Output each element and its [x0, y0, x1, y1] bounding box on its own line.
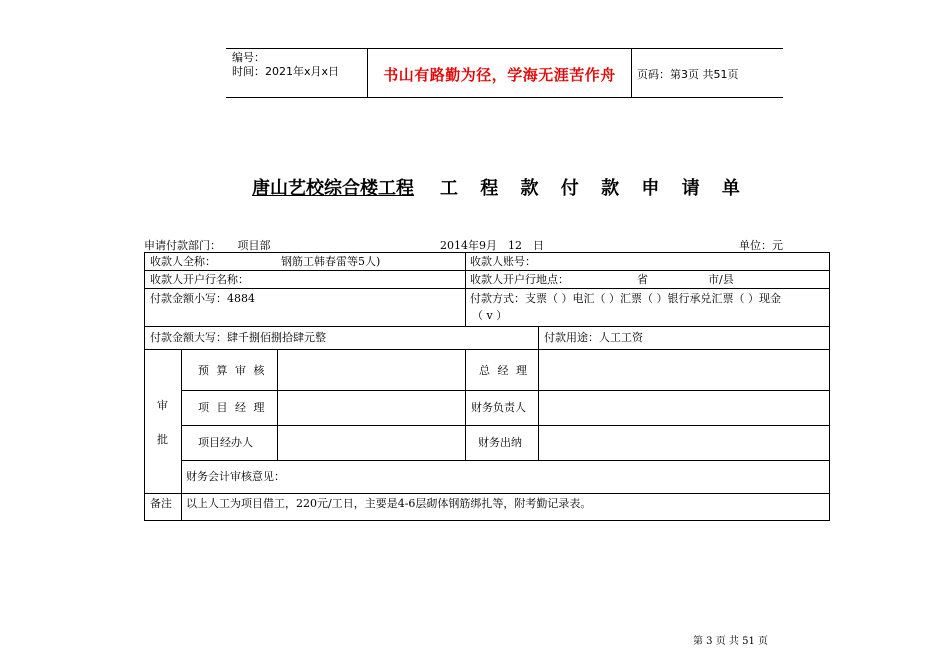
header-motto-cell	[367, 49, 632, 97]
approval-char-1: 审	[157, 399, 168, 412]
amount-small-value: 4884	[227, 292, 255, 305]
footer-page-number: 第 3 页 共 51 页	[693, 636, 768, 647]
finance-head-label: 财务负责人	[471, 401, 526, 414]
amount-big-label: 付款金额大写：肆千捌佰捌拾肆元整	[150, 331, 326, 344]
col-divider	[538, 349, 539, 460]
request-date: 2014年9月 12 日	[440, 239, 544, 252]
row-divider	[181, 425, 829, 426]
payee-account-label: 收款人账号：	[470, 255, 536, 268]
accountant-opinion-label: 财务会计审核意见：	[186, 470, 285, 483]
col-divider	[465, 253, 466, 326]
row-divider	[145, 349, 829, 350]
header-left	[232, 51, 339, 79]
row-divider	[181, 460, 829, 461]
amount-small-label: 付款金额小写：4884	[150, 292, 255, 305]
header-motto: 书山有路勤为径，学海无涯苦作舟	[383, 66, 616, 84]
title-main: 工 程 款 付 款 申 请 单	[440, 178, 748, 199]
currency-unit: 单位：元	[739, 239, 783, 252]
general-manager-label: 总 经 理	[479, 364, 529, 377]
row-divider	[145, 493, 829, 494]
purpose-value: 人工工资	[599, 331, 643, 344]
bank-name-label: 收款人开户行名称：	[150, 273, 249, 286]
doc-time-label: 时间：2021年x月x日	[232, 65, 340, 78]
approval-char-2: 批	[157, 433, 168, 446]
col-divider	[181, 349, 182, 521]
request-dept: 申请付款部门： 项目部	[144, 239, 271, 252]
col-divider	[538, 326, 539, 349]
title-project: 唐山艺校综合楼工程	[252, 178, 414, 199]
payee-name-value: 钢筋工韩春雷等5人)	[281, 255, 381, 268]
pay-method-line2: （ v ）	[472, 309, 508, 322]
form-title	[252, 174, 748, 200]
row-divider	[145, 326, 829, 327]
purpose-label: 付款用途：人工工资	[544, 331, 643, 344]
bank-location-label: 收款人开户行地点：	[470, 273, 569, 286]
province-label: 省	[637, 273, 648, 286]
budget-review-label: 预 算 审 核	[198, 364, 267, 377]
header-page-label: 页码：第3页 共51页	[637, 68, 739, 81]
payment-form-table	[144, 252, 830, 521]
row-divider	[181, 390, 829, 391]
col-divider	[465, 349, 466, 460]
col-divider	[277, 349, 278, 460]
amount-big-value: 肆千捌佰捌拾肆元整	[227, 331, 326, 344]
remarks-label: 备注	[150, 497, 172, 510]
row-divider	[145, 288, 829, 289]
payee-name-label: 收款人全称：	[150, 255, 216, 268]
city-label: 市/县	[708, 273, 734, 286]
row-divider	[145, 270, 829, 271]
remarks-text: 以上人工为项目借工，220元/工日，主要是4-6层砌体钢筋绑扎等，附考勤记录表。	[186, 497, 592, 510]
cashier-label: 财务出纳	[478, 436, 522, 449]
pay-method-line1: 付款方式：支票（ ）电汇（ ）汇票（ ）银行承兑汇票（ ）现金	[470, 292, 781, 305]
project-handler-label: 项目经办人	[198, 436, 253, 449]
project-manager-label: 项 目 经 理	[198, 401, 267, 414]
page-header	[226, 48, 783, 98]
doc-number-label: 编号：	[232, 51, 265, 64]
